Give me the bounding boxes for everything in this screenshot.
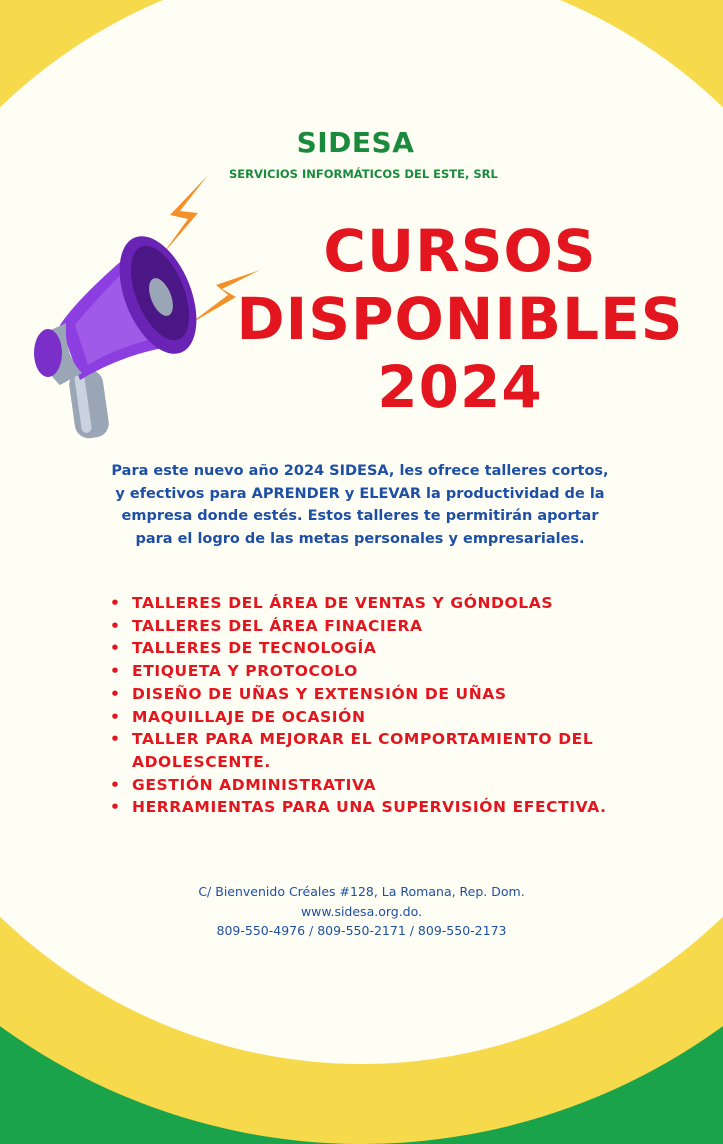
title-line-1: CURSOS — [323, 217, 597, 285]
footer-contact — [0, 882, 723, 941]
title-line-3: 2024 — [377, 353, 543, 421]
list-item: • MAQUILLAJE DE OCASIÓN — [108, 706, 608, 729]
list-item: • HERRAMIENTAS PARA UNA SUPERVISIÓN EFECTIVA. — [108, 796, 608, 819]
website-link[interactable]: www.sidesa.org.do. — [300, 903, 423, 919]
address-text: C/ Bienvenido Créales #128, La Romana, Rep. Dom. — [198, 884, 525, 899]
megaphone-icon — [20, 175, 260, 445]
list-item: • TALLER PARA MEJORAR EL COMPORTAMIENTO DEL ADOLESCENTE. — [108, 728, 608, 773]
list-item: • GESTIÓN ADMINISTRATIVA — [108, 774, 608, 797]
list-item: • TALLERES DE TECNOLOGÍA — [108, 637, 608, 660]
intro-paragraph: Para este nuevo año 2024 SIDESA, les ofrece talleres cortos, y efectivos para APRENDER y ELEVAR la productividad de la empresa donde estés. Estos talleres te permitirán aportar para el logro de las metas personales y empresariales. — [111, 463, 609, 547]
title-line-2: DISPONIBLES — [236, 285, 684, 353]
list-item: • TALLERES DEL ÁREA FINACIERA — [108, 615, 608, 638]
list-item: • ETIQUETA Y PROTOCOLO — [108, 660, 608, 683]
brand-name: SIDESA — [296, 126, 415, 159]
list-item: • TALLERES DEL ÁREA DE VENTAS Y GÓNDOLAS — [108, 592, 608, 615]
list-item: • DISEÑO DE UÑAS Y EXTENSIÓN DE UÑAS — [108, 683, 608, 706]
course-list — [108, 592, 608, 819]
phone-numbers: 809-550-4976 / 809-550-2171 / 809-550-2173 — [216, 923, 507, 938]
brand-subtitle: SERVICIOS INFORMÁTICOS DEL ESTE, SRL — [229, 167, 498, 181]
